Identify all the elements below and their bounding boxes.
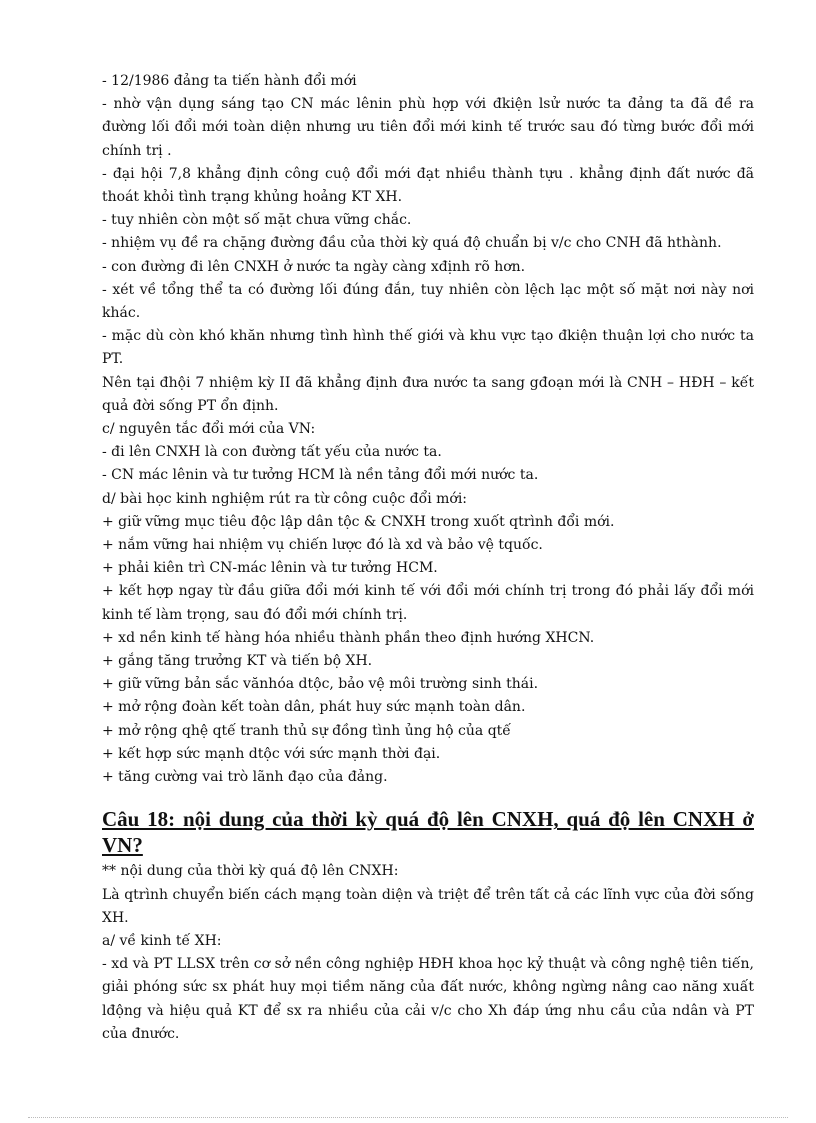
- paragraph: + giữ vững mục tiêu độc lập dân tộc & CNXH trong xuốt qtrình đổi mới.: [102, 513, 615, 530]
- paragraph: + kết hợp sức mạnh dtộc với sức mạnh thời đại.: [102, 745, 441, 762]
- paragraph: - xd và PT LLSX trên cơ sở nền công nghiệp HĐH khoa học kỷ thuật và công nghệ tiên tiến, giải phóng sức sx phát huy mọi tiềm năng của đất nước, không ngừng nâng cao năng xuất lđộng và hiệu quả KT để sx ra nhiều của cải v/c cho Xh đáp ứng nhu cầu của ndân và PT của đnước.: [102, 956, 754, 1042]
- paragraph: - tuy nhiên còn một số mặt chưa vững chắc.: [102, 212, 412, 229]
- paragraph: a/ về kinh tế XH:: [102, 932, 222, 949]
- paragraph: - nhiệm vụ đề ra chặng đường đầu của thời kỳ quá độ chuẩn bị v/c cho CNH đã hthành.: [102, 235, 722, 252]
- paragraph: + tăng cường vai trò lãnh đạo của đảng.: [102, 769, 388, 786]
- paragraph: - mặc dù còn khó khăn nhưng tình hình thế giới và khu vực tạo đkiện thuận lợi cho nước ta PT.: [102, 328, 754, 368]
- paragraph: Là qtrình chuyển biến cách mạng toàn diện và triệt để trên tất cả các lĩnh vực của đời sống XH.: [102, 886, 754, 926]
- question-heading: Câu 18: nội dung của thời kỳ quá độ lên CNXH, quá độ lên CNXH ở VN?: [102, 807, 754, 858]
- paragraph: - xét về tổng thể ta có đường lối đúng đắn, tuy nhiên còn lệch lạc một số mặt nơi này nơi khác.: [102, 281, 754, 322]
- paragraphs-after-heading: [102, 860, 754, 1046]
- paragraph: - CN mác lênin và tư tưởng HCM là nền tảng đổi mới nước ta.: [102, 467, 539, 484]
- paragraph: + xd nền kinh tế hàng hóa nhiều thành phần theo định hướng XHCN.: [102, 629, 595, 646]
- paragraph: Nên tại đhội 7 nhiệm kỳ II đã khẳng định đưa nước ta sang gđoạn mới là CNH – HĐH – kết quả đời sống PT ổn định.: [102, 374, 754, 414]
- paragraph: - đi lên CNXH là con đường tất yếu của nước ta.: [102, 444, 442, 461]
- paragraph: + giữ vững bản sắc vănhóa dtộc, bảo vệ môi trường sinh thái.: [102, 676, 539, 693]
- page-bottom-divider: [28, 1117, 788, 1118]
- paragraph: ** nội dung của thời kỳ quá độ lên CNXH:: [102, 863, 399, 880]
- paragraph: + phải kiên trì CN-mác lênin và tư tưởng HCM.: [102, 560, 438, 577]
- paragraph: + gắng tăng trưởng KT và tiến bộ XH.: [102, 653, 373, 670]
- paragraph: - 12/1986 đảng ta tiến hành đổi mới: [102, 73, 357, 89]
- paragraph: d/ bài học kinh nghiệm rút ra từ công cuộc đổi mới:: [102, 490, 468, 507]
- paragraph: + mở rộng đoàn kết toàn dân, phát huy sức mạnh toàn dân.: [102, 699, 526, 716]
- paragraph: - đại hội 7,8 khẳng định công cuộ đổi mới đạt nhiều thành tựu . khẳng định đất nước đã thoát khỏi tình trạng khủng hoảng KT XH.: [102, 165, 754, 206]
- document-page: [102, 70, 754, 1046]
- paragraph: - nhờ vận dụng sáng tạo CN mác lênin phù hợp với đkiện lsử nước ta đảng ta đã đề ra đường lối đổi mới toàn diện nhưng ưu tiên đổi mới kinh tế trước sau đó từng bước đổi mới chính trị .: [102, 96, 754, 159]
- paragraph: + kết hợp ngay từ đầu giữa đổi mới kinh tế với đổi mới chính trị trong đó phải lấy đổi mới kinh tế làm trọng, sau đó đổi mới chính trị.: [102, 583, 754, 623]
- paragraphs-before-heading: [102, 70, 754, 789]
- paragraph: + nắm vững hai nhiệm vụ chiến lược đó là xd và bảo vệ tquốc.: [102, 537, 543, 554]
- paragraph: - con đường đi lên CNXH ở nước ta ngày càng xđịnh rõ hơn.: [102, 258, 526, 275]
- paragraph: + mở rộng qhệ qtế tranh thủ sự đồng tình ủng hộ của qtế: [102, 722, 511, 739]
- paragraph: c/ nguyên tắc đổi mới của VN:: [102, 421, 316, 438]
